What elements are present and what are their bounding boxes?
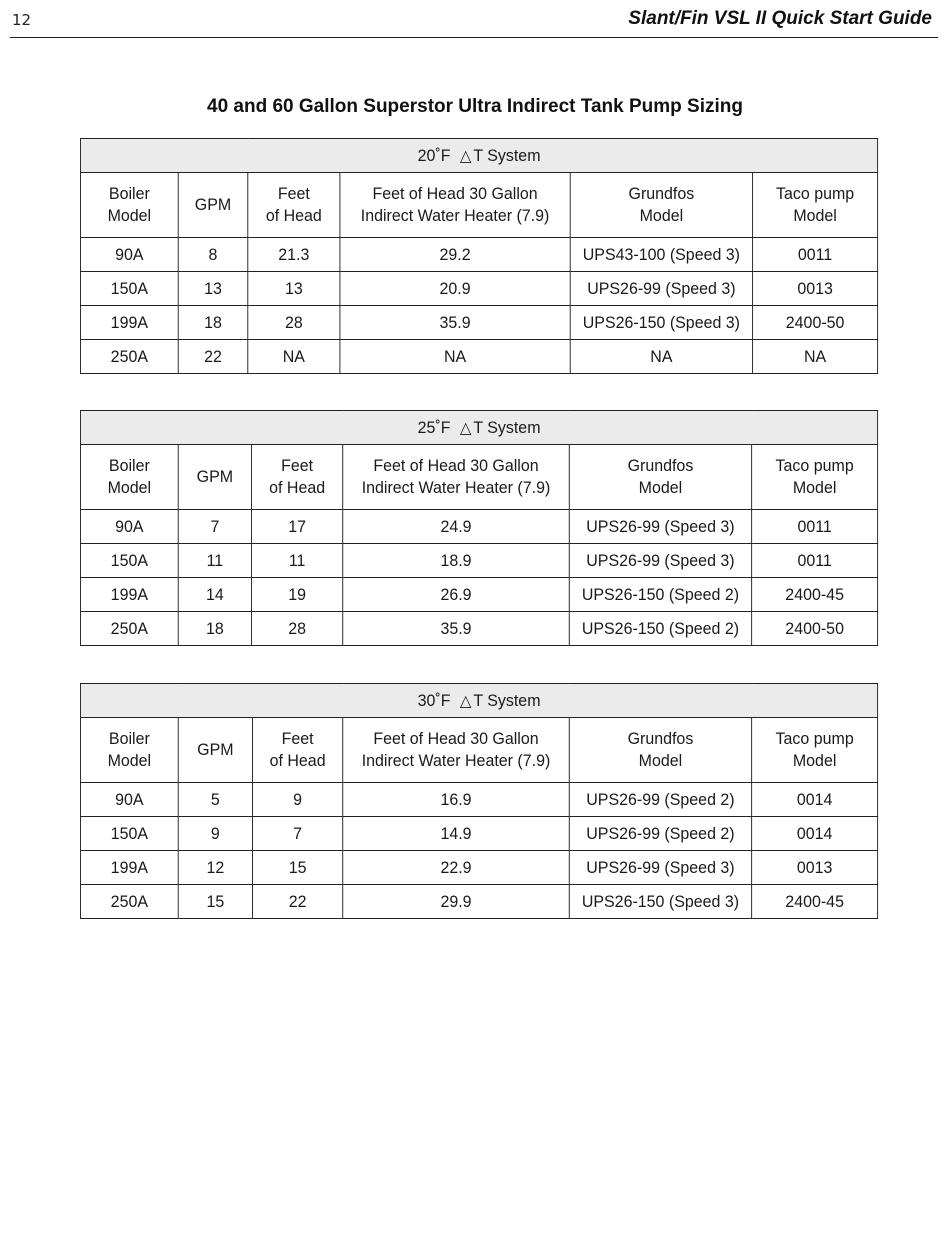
cell-feet-of-head: 19 (252, 578, 343, 612)
header-line: Model (792, 478, 837, 497)
header-grundfos-model (569, 445, 751, 510)
table-row (80, 340, 877, 374)
cell-taco-model: NA (753, 340, 878, 374)
cell-feet-of-head-30-gallon: 20.9 (340, 272, 570, 306)
cell-boiler-model: 250A (80, 885, 178, 919)
cell-grundfos-model: UPS26-150 (Speed 3) (570, 306, 752, 340)
header-line: Indirect Water Heater (7.9) (361, 478, 551, 497)
header-line: Feet (281, 729, 314, 748)
cell-gpm: 18 (178, 612, 251, 646)
cell-boiler-model: 150A (80, 544, 178, 578)
cell-boiler-model: 199A (80, 306, 178, 340)
cell-feet-of-head: 17 (252, 510, 343, 544)
cell-gpm: 18 (178, 306, 248, 340)
header-line: Model (638, 751, 683, 770)
header-line: Taco pump (776, 184, 855, 203)
pump-sizing-table-20f (80, 138, 878, 374)
cell-gpm: 12 (178, 851, 252, 885)
header-line: Indirect Water Heater (7.9) (361, 751, 551, 770)
delta-triangle-icon: △ (459, 692, 472, 710)
table-row (80, 272, 877, 306)
header-line: Grundfos (627, 456, 694, 475)
header-taco-model (753, 173, 878, 238)
header-boiler-model (80, 173, 178, 238)
cell-taco-model: 2400-50 (752, 612, 878, 646)
cell-feet-of-head: 9 (252, 783, 342, 817)
cell-gpm: 8 (178, 238, 248, 272)
header-feet-of-head-30-gallon (343, 445, 570, 510)
table-row (80, 306, 877, 340)
header-line: Boiler (108, 184, 150, 203)
cell-boiler-model: 90A (80, 510, 178, 544)
cell-grundfos-model: UPS26-99 (Speed 3) (569, 544, 751, 578)
header-line: Taco pump (775, 729, 854, 748)
system-label: T System (473, 145, 541, 165)
delta-triangle-icon: △ (459, 419, 472, 437)
header-grundfos-model (570, 173, 752, 238)
table-caption-row (80, 684, 877, 718)
system-caption (80, 411, 877, 445)
header-line: Model (107, 206, 152, 225)
table-row (80, 885, 877, 919)
cell-feet-of-head: 28 (252, 612, 343, 646)
delta-temperature: 30˚F (417, 690, 451, 710)
header-line: Model (638, 478, 683, 497)
cell-feet-of-head: 11 (252, 544, 343, 578)
cell-taco-model: 2400-45 (752, 885, 878, 919)
cell-taco-model: 2400-45 (752, 578, 878, 612)
header-feet-of-head (252, 718, 342, 783)
cell-taco-model: 0013 (752, 851, 878, 885)
cell-feet-of-head-30-gallon: 29.9 (343, 885, 570, 919)
delta-temperature: 20˚F (417, 145, 451, 165)
header-gpm: GPM (178, 173, 248, 238)
cell-taco-model: 0011 (752, 510, 878, 544)
cell-feet-of-head-30-gallon: 14.9 (343, 817, 570, 851)
cell-grundfos-model: UPS26-99 (Speed 3) (569, 851, 751, 885)
cell-grundfos-model: UPS26-150 (Speed 2) (569, 578, 751, 612)
table-row (80, 612, 877, 646)
cell-feet-of-head-30-gallon: 16.9 (343, 783, 570, 817)
header-line: Indirect Water Heater (7.9) (360, 206, 550, 225)
table-header-row (80, 718, 877, 783)
table-row (80, 238, 877, 272)
cell-gpm: 15 (178, 885, 252, 919)
table-row (80, 578, 877, 612)
header-line: of Head (269, 478, 326, 497)
cell-gpm: 22 (178, 340, 248, 374)
cell-feet-of-head-30-gallon: 22.9 (343, 851, 570, 885)
cell-gpm: 14 (178, 578, 251, 612)
table-row (80, 783, 877, 817)
cell-gpm: 5 (178, 783, 252, 817)
cell-feet-of-head: 28 (248, 306, 340, 340)
header-line: Model (107, 478, 152, 497)
cell-feet-of-head: 7 (252, 817, 342, 851)
header-line: Feet of Head 30 Gallon (373, 729, 539, 748)
cell-grundfos-model: UPS26-150 (Speed 2) (569, 612, 751, 646)
cell-boiler-model: 199A (80, 578, 178, 612)
system-caption (80, 139, 877, 173)
header-line: of Head (269, 751, 326, 770)
cell-taco-model: 0013 (753, 272, 878, 306)
delta-triangle-icon: △ (459, 147, 472, 165)
table-row (80, 510, 877, 544)
cell-taco-model: 0014 (752, 817, 878, 851)
cell-feet-of-head: 22 (252, 885, 342, 919)
cell-gpm: 9 (178, 817, 252, 851)
cell-feet-of-head-30-gallon: 24.9 (343, 510, 570, 544)
table-row (80, 851, 877, 885)
header-feet-of-head-30-gallon (340, 173, 570, 238)
header-gpm: GPM (178, 445, 251, 510)
header-line: Feet of Head 30 Gallon (373, 456, 539, 475)
header-line: of Head (265, 206, 322, 225)
guide-title: Slant/Fin VSL II Quick Start Guide (628, 8, 932, 29)
cell-grundfos-model: UPS26-99 (Speed 2) (569, 783, 751, 817)
cell-taco-model: 0011 (752, 544, 878, 578)
system-label: T System (473, 690, 541, 710)
header-line: Grundfos (628, 184, 695, 203)
header-line: Boiler (108, 456, 150, 475)
header-grundfos-model (569, 718, 751, 783)
cell-taco-model: 2400-50 (753, 306, 878, 340)
header-boiler-model (80, 718, 178, 783)
header-line: Feet (281, 456, 314, 475)
cell-gpm: 11 (178, 544, 251, 578)
table-header-row (80, 173, 877, 238)
cell-taco-model: 0014 (752, 783, 878, 817)
header-feet-of-head (248, 173, 340, 238)
page-number: 12 (12, 11, 32, 29)
cell-feet-of-head: 21.3 (248, 238, 340, 272)
table-row (80, 817, 877, 851)
cell-grundfos-model: UPS26-99 (Speed 3) (570, 272, 752, 306)
cell-feet-of-head-30-gallon: 35.9 (340, 306, 570, 340)
cell-gpm: 7 (178, 510, 251, 544)
header-feet-of-head (252, 445, 343, 510)
cell-feet-of-head-30-gallon: 29.2 (340, 238, 570, 272)
table-header-row (80, 445, 877, 510)
cell-grundfos-model: UPS26-99 (Speed 3) (569, 510, 751, 544)
cell-grundfos-model: NA (570, 340, 752, 374)
cell-feet-of-head-30-gallon: NA (340, 340, 570, 374)
header-line: Model (107, 751, 152, 770)
system-caption (80, 684, 877, 718)
document-title: 40 and 60 Gallon Superstor Ultra Indirect Tank Pump Sizing (207, 96, 743, 117)
cell-feet-of-head: 15 (252, 851, 342, 885)
header-taco-model (752, 445, 878, 510)
cell-boiler-model: 150A (80, 817, 178, 851)
cell-feet-of-head-30-gallon: 18.9 (343, 544, 570, 578)
header-line: Boiler (108, 729, 150, 748)
cell-feet-of-head-30-gallon: 26.9 (343, 578, 570, 612)
pump-sizing-table-30f (80, 683, 878, 919)
table-row (80, 544, 877, 578)
cell-boiler-model: 250A (80, 612, 178, 646)
header-line: Feet (277, 184, 310, 203)
header-line: Model (792, 751, 837, 770)
cell-grundfos-model: UPS43-100 (Speed 3) (570, 238, 752, 272)
cell-feet-of-head-30-gallon: 35.9 (343, 612, 570, 646)
cell-boiler-model: 199A (80, 851, 178, 885)
header-feet-of-head-30-gallon (343, 718, 570, 783)
cell-grundfos-model: UPS26-150 (Speed 3) (569, 885, 751, 919)
pump-sizing-table-25f (80, 410, 878, 646)
header-line: Taco pump (775, 456, 854, 475)
header-gpm: GPM (178, 718, 252, 783)
cell-gpm: 13 (178, 272, 248, 306)
table-caption-row (80, 139, 877, 173)
header-line: Model (639, 206, 684, 225)
cell-boiler-model: 150A (80, 272, 178, 306)
cell-boiler-model: 90A (80, 238, 178, 272)
cell-boiler-model: 250A (80, 340, 178, 374)
header-line: Grundfos (627, 729, 694, 748)
page-header (10, 0, 938, 38)
cell-boiler-model: 90A (80, 783, 178, 817)
cell-grundfos-model: UPS26-99 (Speed 2) (569, 817, 751, 851)
cell-feet-of-head: 13 (248, 272, 340, 306)
cell-taco-model: 0011 (753, 238, 878, 272)
header-line: Model (793, 206, 837, 225)
header-line: Feet of Head 30 Gallon (372, 184, 538, 203)
system-label: T System (473, 417, 541, 437)
delta-temperature: 25˚F (417, 417, 451, 437)
table-caption-row (80, 411, 877, 445)
cell-feet-of-head: NA (248, 340, 340, 374)
header-taco-model (752, 718, 878, 783)
header-boiler-model (80, 445, 178, 510)
